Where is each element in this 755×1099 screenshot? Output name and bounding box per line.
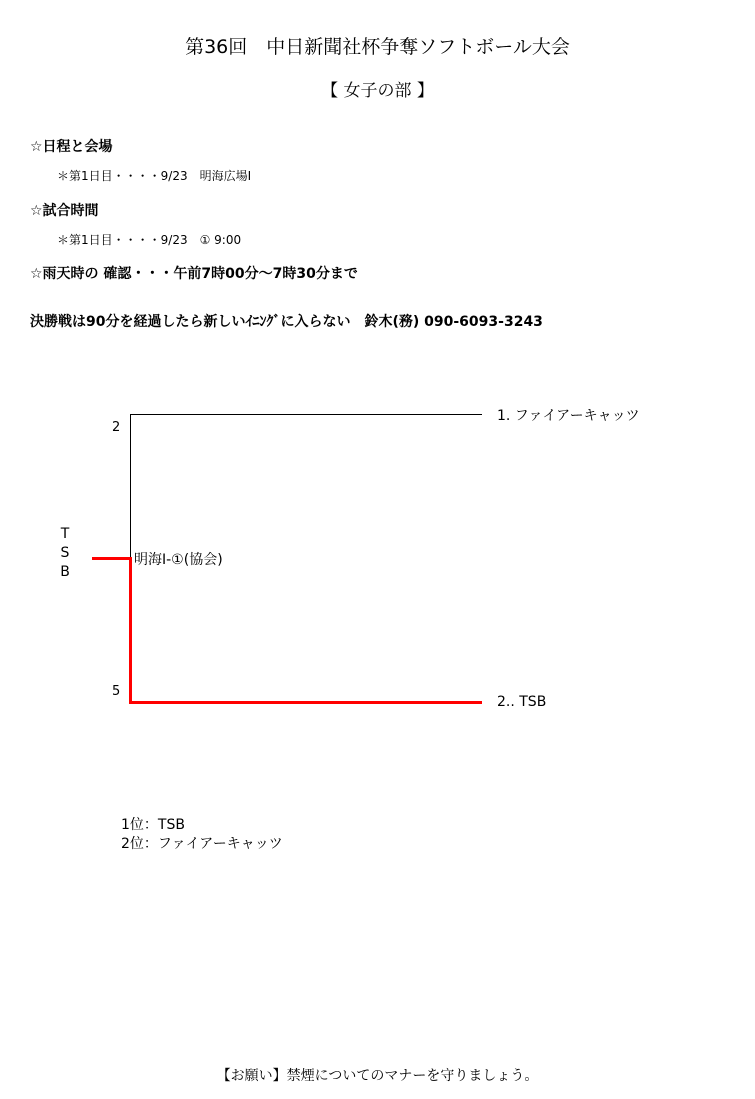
results	[121, 816, 283, 854]
result-second: 2位：ファイアーキャッツ	[121, 836, 283, 852]
rain-notice: ☆雨天時の 確認・・・午前7時00分～7時30分まで	[30, 266, 358, 282]
footer-notice: 【お願い】禁煙についてのマナーを守りましょう。	[216, 1068, 539, 1084]
seed-bottom: 5	[112, 684, 121, 699]
page-subtitle: 【 女子の部 】	[321, 81, 434, 101]
team-2-label: 2.. TSB	[497, 694, 547, 710]
schedule-heading: ☆日程と会場	[30, 139, 113, 155]
final-rule: 決勝戦は90分を経過したら新しいｲﾆﾝｸﾞに入らない 鈴木(務) 090-6093-3243	[30, 314, 543, 330]
schedule-day1: ＊第1日目・・・・9/23 明海広場Ⅰ	[57, 169, 252, 183]
match-time-day1: ＊第1日目・・・・9/23 ① 9:00	[57, 233, 242, 247]
match-venue: 明海Ⅰ-①(協会)	[134, 552, 223, 568]
bracket-line-top	[130, 414, 482, 415]
bracket-line-vertical-upper	[130, 414, 131, 559]
bracket-winner-stub	[92, 557, 132, 560]
result-first: 1位：TSB	[121, 817, 185, 833]
winner-char: T	[60, 526, 70, 542]
bracket-winner-bottom	[129, 701, 482, 704]
winner-char: B	[60, 564, 70, 580]
winner-vertical-label	[58, 525, 72, 582]
page-title: 第36回 中日新聞社杯争奪ソフトボール大会	[185, 36, 570, 58]
team-1-label: 1. ファイアーキャッツ	[497, 408, 640, 424]
winner-char: S	[60, 545, 70, 561]
match-time-heading: ☆試合時間	[30, 203, 99, 219]
bracket-winner-vertical	[129, 557, 132, 704]
seed-top: 2	[112, 420, 121, 435]
